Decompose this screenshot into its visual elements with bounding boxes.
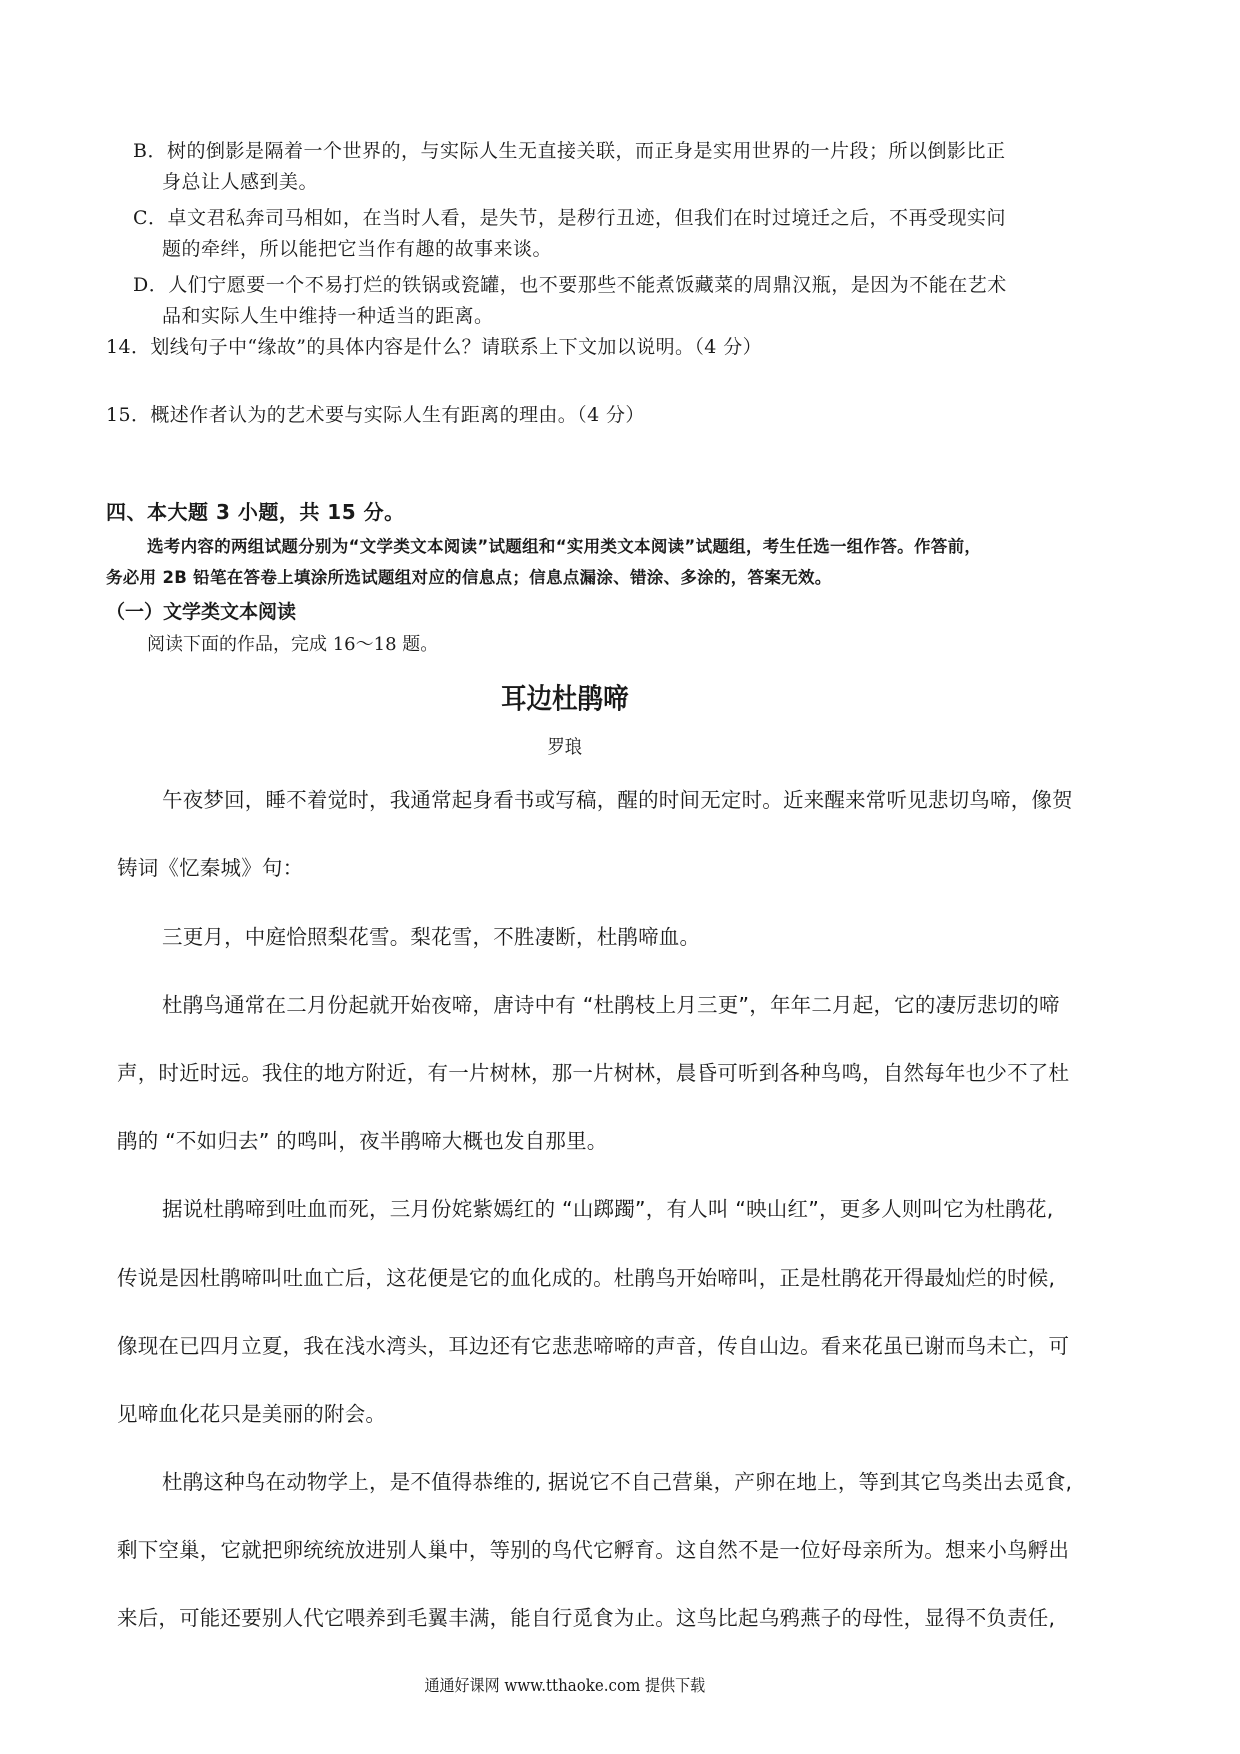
subsection-heading: （一）文学类文本阅读 (106, 601, 297, 623)
section-note-line2: 务必用 2B 铅笔在答卷上填涂所选试题组对应的信息点；信息点漏涂、错涂、多涂的，答案无效。 (106, 568, 832, 587)
option-d-line1: D．人们宁愿要一个不易打烂的铁锅或瓷罐，也不要那些不能煮饭藏菜的周鼎汉瓶，是因为不能在艺术 (133, 274, 1007, 296)
essay-line: 剩下空巢，它就把卵统统放进别人巢中，等别的鸟代它孵育。这自然不是一位好母亲所为。想来小鸟孵出 (117, 1538, 1070, 1562)
option-c-line1: C．卓文君私奔司马相如，在当时人看，是失节，是秽行丑迹，但我们在时过境迁之后，不再受现实问 (133, 207, 1007, 229)
essay-line: 像现在已四月立夏，我在浅水湾头，耳边还有它悲悲啼啼的声音，传自山边。看来花虽已谢而鸟未亡，可 (117, 1334, 1070, 1358)
essay-line: 据说杜鹃啼到吐血而死，三月份姹紫嫣红的 “山踯躅”，有人叫 “映山红”，更多人则叫它为杜鹃花, (162, 1197, 1054, 1221)
essay-line: 鹃的 “不如归去” 的鸣叫，夜半鹃啼大概也发自那里。 (117, 1129, 608, 1153)
essay-line: 杜鹃鸟通常在二月份起就开始夜啼，唐诗中有 “杜鹃枝上月三更”，年年二月起，它的凄厉悲切的啼 (162, 993, 1060, 1017)
option-c-line2: 题的牵绊，所以能把它当作有趣的故事来谈。 (162, 238, 553, 260)
essay-line: 见啼血化花只是美丽的附会。 (117, 1402, 387, 1426)
reading-instruction: 阅读下面的作品，完成 16～18 题。 (147, 634, 439, 655)
essay-title: 耳边杜鹃啼 (501, 682, 629, 715)
essay-poem-quote: 三更月，中庭恰照梨花雪。梨花雪，不胜凄断，杜鹃啼血。 (162, 925, 701, 949)
section-heading: 四、本大题 3 小题，共 15 分。 (106, 500, 405, 524)
essay-line: 铸词《忆秦城》句： (117, 856, 304, 880)
essay-author: 罗琅 (547, 736, 583, 758)
essay-line: 来后，可能还要别人代它喂养到毛翼丰满，能自行觅食为止。这鸟比起乌鸦燕子的母性，显得不负责任, (117, 1606, 1056, 1630)
option-b-line1: B．树的倒影是隔着一个世界的，与实际人生无直接关联，而正身是实用世界的一片段；所以倒影比正 (133, 140, 1006, 162)
option-b-line2: 身总让人感到美。 (162, 171, 319, 193)
essay-line: 传说是因杜鹃啼叫吐血亡后，这花便是它的血化成的。杜鹃鸟开始啼叫，正是杜鹃花开得最灿烂的时候, (117, 1266, 1056, 1290)
question-14: 14．划线句子中“缘故”的具体内容是什么？请联系上下文加以说明。（4 分） (106, 336, 763, 358)
essay-line: 杜鹃这种鸟在动物学上，是不值得恭维的, 据说它不自己营巢，产卵在地上，等到其它鸟类出去觅食, (162, 1470, 1073, 1494)
option-d-line2: 品和实际人生中维持一种适当的距离。 (162, 305, 494, 327)
question-15: 15．概述作者认为的艺术要与实际人生有距离的理由。（4 分） (106, 404, 645, 426)
essay-line: 声，时近时远。我住的地方附近，有一片树林，那一片树林，晨昏可听到各种鸟鸣，自然每年也少不了杜 (117, 1061, 1070, 1085)
section-note-line1: 选考内容的两组试题分别为“文学类文本阅读”试题组和“实用类文本阅读”试题组，考生任选一组作答。作答前， (147, 537, 982, 556)
essay-line: 午夜梦回，睡不着觉时，我通常起身看书或写稿，醒的时间无定时。近来醒来常听见悲切鸟啼，像贺 (162, 788, 1073, 812)
page-footer: 通通好课网 www.tthaoke.com 提供下载 (424, 1676, 706, 1695)
